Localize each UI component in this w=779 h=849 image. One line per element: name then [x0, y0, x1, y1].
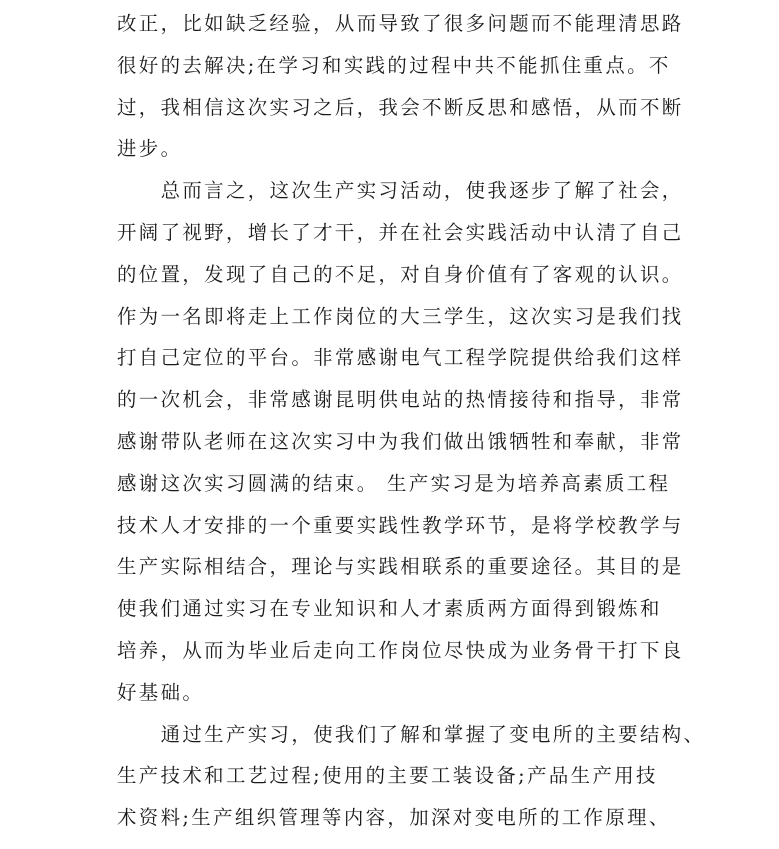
text-line: 总而言之，这次生产实习活动，使我逐步了解了社会， [117, 179, 684, 203]
document-page [117, 3, 706, 839]
paragraph-1 [117, 3, 684, 170]
text-line: 感谢这次实习圆满的结束。 生产实习是为培养高素质工程 [117, 471, 671, 495]
text-line: 作为一名即将走上工作岗位的大三学生，这次实习是我们找 [117, 304, 684, 328]
text-line: 的位置，发现了自己的不足，对自身价值有了客观的认识。 [117, 262, 684, 286]
paragraph-2 [117, 170, 684, 713]
text-line: 通过生产实习，使我们了解和掌握了变电所的主要结构、 [117, 722, 706, 746]
paragraph-3 [117, 714, 706, 839]
text-line: 术资料;生产组织管理等内容，加深对变电所的工作原理、 [117, 806, 671, 830]
text-line: 好基础。 [117, 680, 205, 704]
text-line: 过，我相信这次实习之后，我会不断反思和感悟，从而不断 [117, 95, 684, 119]
text-line: 技术人才安排的一个重要实践性教学环节，是将学校教学与 [117, 513, 684, 537]
text-line: 生产技术和工艺过程;使用的主要工装设备;产品生产用技 [117, 764, 658, 788]
text-line: 改正，比如缺乏经验，从而导致了很多问题而不能理清思路 [117, 12, 684, 35]
text-line: 培养，从而为毕业后走向工作岗位尽快成为业务骨干打下良 [117, 638, 684, 662]
text-line: 进步。 [117, 137, 183, 161]
text-line: 打自己定位的平台。非常感谢电气工程学院提供给我们这样 [117, 346, 684, 370]
text-line: 使我们通过实习在专业知识和人才素质两方面得到锻炼和 [117, 597, 662, 621]
text-line: 感谢带队老师在这次实习中为我们做出饿牺牲和奉献，非常 [117, 429, 684, 453]
text-line: 的一次机会，非常感谢昆明供电站的热情接待和指导，非常 [117, 388, 684, 412]
text-line: 开阔了视野，增长了才干，并在社会实践活动中认清了自己 [117, 220, 684, 244]
text-line: 很好的去解决;在学习和实践的过程中共不能抓住重点。不 [117, 53, 671, 77]
text-line: 生产实际相结合，理论与实践相联系的重要途径。其目的是 [117, 555, 684, 579]
